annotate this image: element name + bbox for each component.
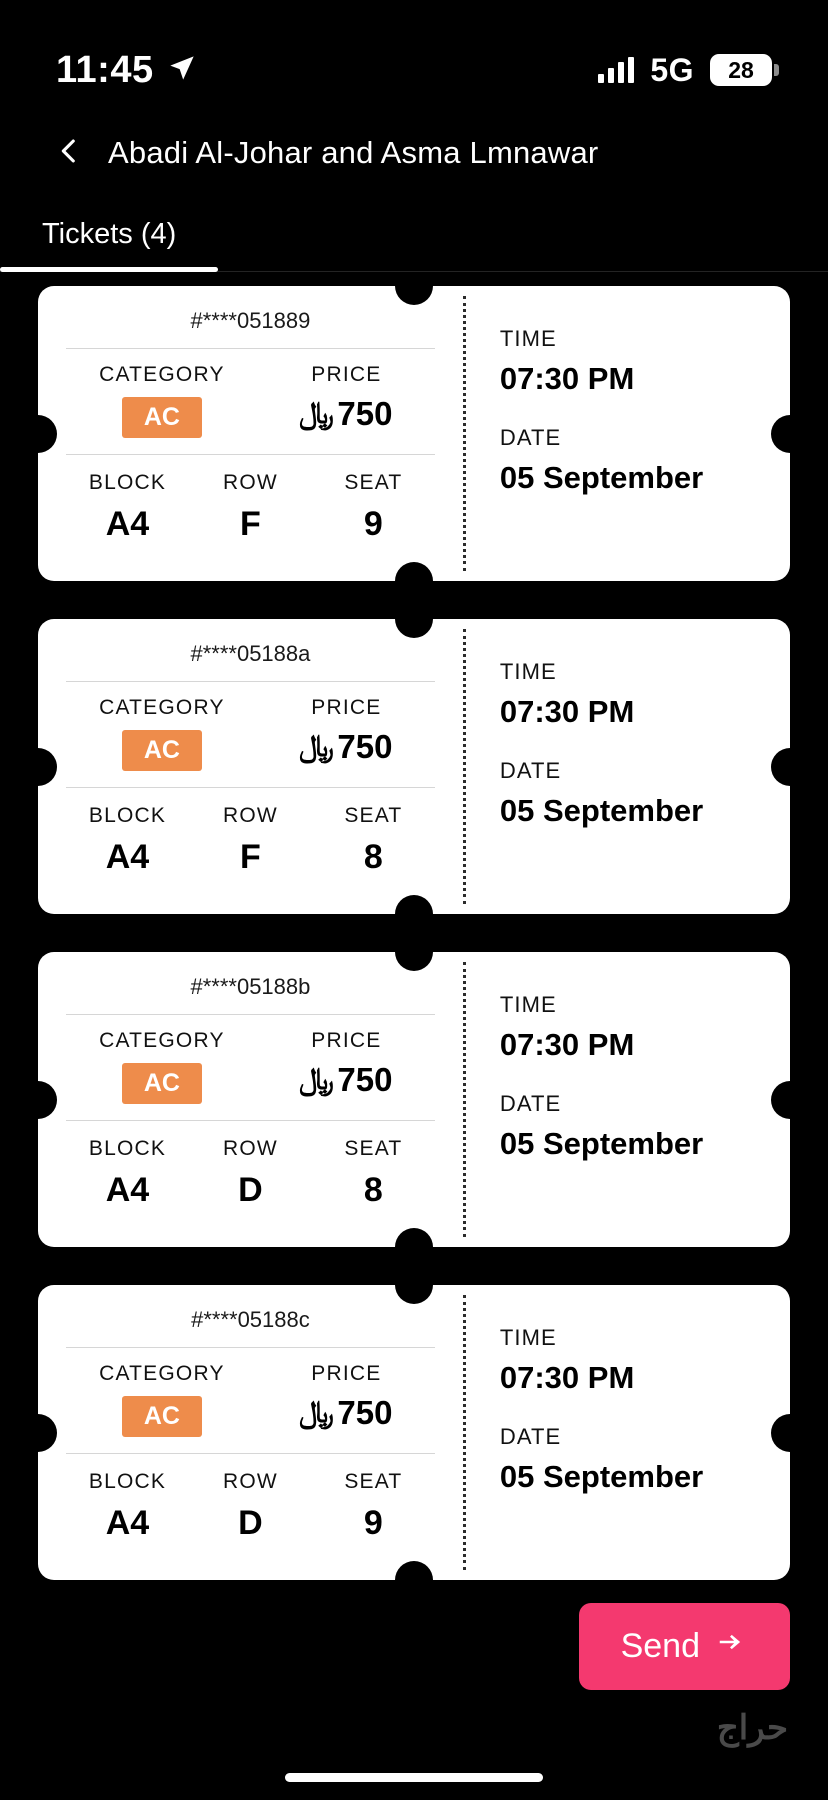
ticket-row <box>189 1137 312 1210</box>
date-label: DATE <box>499 757 562 783</box>
ticket-price <box>258 696 435 771</box>
price-label: PRICE <box>311 1029 382 1052</box>
time-label: TIME <box>499 992 557 1017</box>
ticket-price <box>258 1029 435 1104</box>
send-button-label: Send <box>620 1627 700 1665</box>
status-bar-right <box>598 52 772 89</box>
watermark: حراج <box>716 1709 788 1747</box>
ticket-id: #****05188b <box>190 974 311 999</box>
block-value: A4 <box>105 1171 150 1209</box>
ticket-row <box>189 804 312 877</box>
date-value: 05 September <box>499 792 704 828</box>
home-indicator[interactable] <box>285 1773 543 1782</box>
ticket-category <box>66 1362 258 1437</box>
row-value: F <box>240 505 261 543</box>
category-label: CATEGORY <box>99 696 225 719</box>
seat-value: 8 <box>363 1171 383 1209</box>
time-label: TIME <box>499 659 557 684</box>
ticket-seat <box>312 1470 435 1543</box>
back-button[interactable] <box>40 124 98 182</box>
price-value: 750 <box>337 728 393 765</box>
date-label: DATE <box>499 1090 562 1116</box>
block-value: A4 <box>105 838 150 876</box>
battery-icon <box>710 54 772 86</box>
date-value: 05 September <box>499 1125 704 1161</box>
saudi-riyal-icon: ﷼ <box>299 397 335 430</box>
location-arrow-icon <box>168 54 196 87</box>
time-value: 07:30 PM <box>499 1360 635 1395</box>
block-label: BLOCK <box>88 1137 167 1160</box>
price-value-wrap <box>300 1061 392 1099</box>
nav-bar <box>0 110 828 196</box>
ticket-list[interactable] <box>0 272 828 1580</box>
price-value-wrap <box>300 1394 392 1432</box>
ticket-price <box>258 363 435 438</box>
ticket-seat-row <box>66 788 435 877</box>
block-label: BLOCK <box>88 804 167 827</box>
ticket-left-section <box>38 286 463 581</box>
category-label: CATEGORY <box>99 363 225 386</box>
ticket-card[interactable] <box>38 286 790 581</box>
ticket-block <box>66 1470 189 1543</box>
status-bar <box>0 0 828 110</box>
ticket-category-row <box>66 1348 435 1454</box>
ticket-right-section <box>466 619 790 914</box>
seat-value: 9 <box>363 505 383 543</box>
time-value: 07:30 PM <box>499 694 635 729</box>
row-value: D <box>238 1504 263 1542</box>
block-value: A4 <box>105 505 150 543</box>
ticket-card[interactable] <box>38 1285 790 1580</box>
ticket-category-row <box>66 1015 435 1121</box>
chevron-left-icon <box>52 134 86 173</box>
ticket-price <box>258 1362 435 1437</box>
ticket-seat-row <box>66 1121 435 1210</box>
ticket-left-section <box>38 1285 463 1580</box>
ticket-card[interactable] <box>38 952 790 1247</box>
ticket-seat <box>312 804 435 877</box>
date-label: DATE <box>499 424 562 450</box>
time-value: 07:30 PM <box>499 1027 635 1062</box>
status-bar-left <box>56 49 196 92</box>
seat-label: SEAT <box>344 804 403 827</box>
seat-label: SEAT <box>344 1470 403 1493</box>
time-value: 07:30 PM <box>499 361 635 396</box>
ticket-id: #****051889 <box>190 308 311 333</box>
category-badge: AC <box>122 730 202 771</box>
ticket-seat <box>312 1137 435 1210</box>
row-value: F <box>240 838 261 876</box>
tab-bar <box>0 196 828 272</box>
category-badge: AC <box>122 1063 202 1104</box>
category-label: CATEGORY <box>99 1029 225 1052</box>
price-label: PRICE <box>311 696 382 719</box>
row-label: ROW <box>222 1470 278 1493</box>
ticket-seat-row <box>66 1454 435 1543</box>
cellular-signal-icon <box>598 57 634 83</box>
category-label: CATEGORY <box>99 1362 225 1385</box>
price-label: PRICE <box>311 1362 382 1385</box>
ticket-left-section <box>38 952 463 1247</box>
date-label: DATE <box>499 1423 562 1449</box>
arrow-forward-icon <box>714 1627 748 1666</box>
ticket-block <box>66 804 189 877</box>
saudi-riyal-icon: ﷼ <box>299 730 335 763</box>
block-value: A4 <box>105 1504 150 1542</box>
tab-tickets[interactable] <box>38 196 180 271</box>
date-value: 05 September <box>499 459 704 495</box>
ticket-block <box>66 1137 189 1210</box>
category-badge: AC <box>122 397 202 438</box>
ticket-category-row <box>66 349 435 455</box>
block-label: BLOCK <box>88 1470 167 1493</box>
time-label: TIME <box>499 1325 557 1350</box>
price-label: PRICE <box>311 363 382 386</box>
ticket-id: #****05188c <box>191 1307 310 1332</box>
ticket-right-section <box>466 1285 790 1580</box>
battery-percent: 28 <box>728 56 754 83</box>
tab-tickets-label: Tickets (4) <box>42 218 177 250</box>
ticket-seat <box>312 471 435 544</box>
ticket-row <box>189 471 312 544</box>
price-value: 750 <box>337 1394 393 1431</box>
price-value: 750 <box>337 395 393 432</box>
price-value-wrap <box>300 395 392 433</box>
row-label: ROW <box>222 471 278 494</box>
ticket-category <box>66 696 258 771</box>
row-value: D <box>238 1171 263 1209</box>
date-value: 05 September <box>499 1458 704 1494</box>
ticket-id: #****05188a <box>190 641 311 666</box>
seat-value: 8 <box>363 838 383 876</box>
saudi-riyal-icon: ﷼ <box>299 1396 335 1429</box>
ticket-category <box>66 1029 258 1104</box>
saudi-riyal-icon: ﷼ <box>299 1063 335 1096</box>
seat-label: SEAT <box>344 471 403 494</box>
ticket-left-section <box>38 619 463 914</box>
page-title: Abadi Al-Johar and Asma Lmnawar <box>108 135 599 170</box>
price-value: 750 <box>337 1061 393 1098</box>
row-label: ROW <box>222 1137 278 1160</box>
ticket-row <box>189 1470 312 1543</box>
price-value-wrap <box>300 728 392 766</box>
ticket-seat-row <box>66 455 435 544</box>
time-label: TIME <box>499 326 557 351</box>
network-type-label: 5G <box>650 51 694 88</box>
ticket-card[interactable] <box>38 619 790 914</box>
ticket-category-row <box>66 682 435 788</box>
ticket-right-section <box>466 952 790 1247</box>
ticket-right-section <box>466 286 790 581</box>
ticket-block <box>66 471 189 544</box>
status-time: 11:45 <box>56 48 154 91</box>
category-badge: AC <box>122 1396 202 1437</box>
send-button[interactable] <box>579 1603 790 1690</box>
ticket-category <box>66 363 258 438</box>
seat-label: SEAT <box>344 1137 403 1160</box>
block-label: BLOCK <box>88 471 167 494</box>
seat-value: 9 <box>363 1504 383 1542</box>
row-label: ROW <box>222 804 278 827</box>
